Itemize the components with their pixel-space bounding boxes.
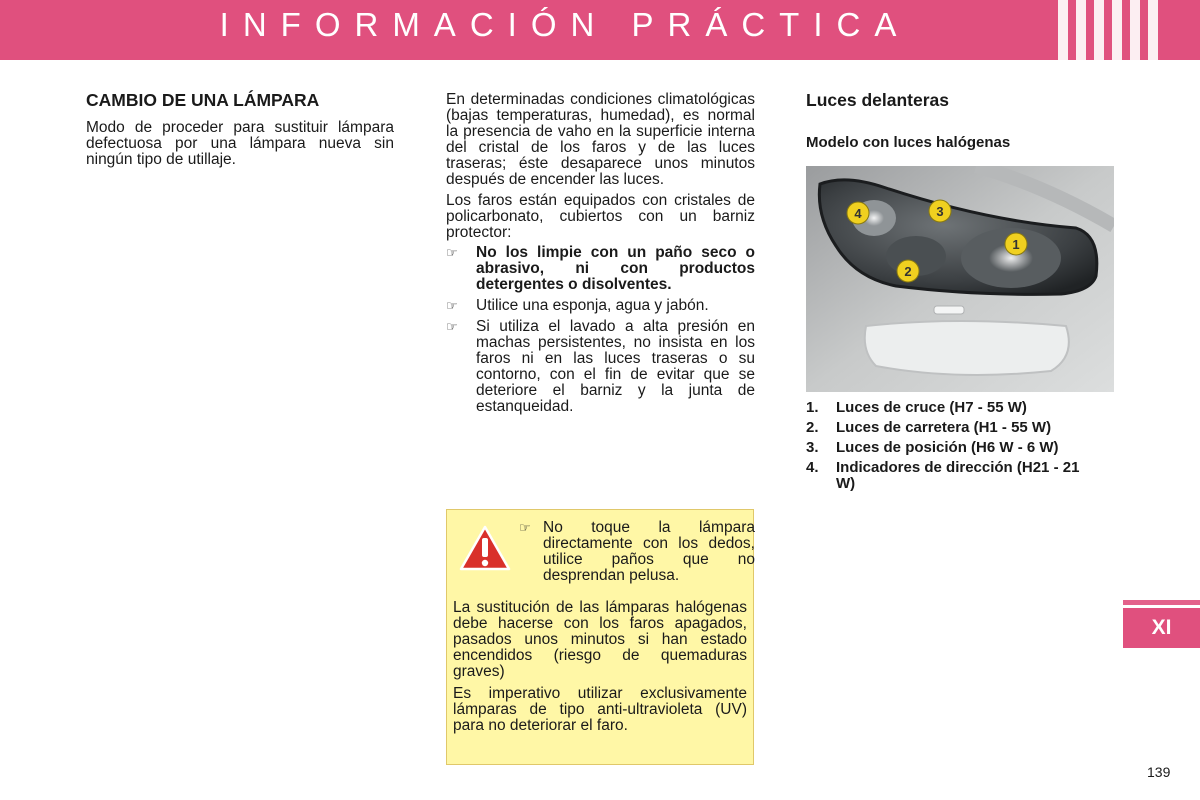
list-item: 3. Luces de posición (H6 W - 6 W) (806, 439, 1059, 456)
svg-text:2: 2 (904, 264, 912, 279)
condensation-paragraph: En determinadas condiciones climatológicas (bajas temperaturas, humedad), es normal la presencia de vaho en la superficie interna del cristal de los faros y de las luces traseras; éste desaparece unos minutos después de encender las luces. (446, 91, 755, 188)
polycarbonate-paragraph: Los faros están equipados con cristales de policarbonato, cubiertos con un barniz protector: (446, 192, 755, 241)
middle-column (446, 92, 755, 420)
section-heading: Luces delanteras (806, 90, 949, 110)
svg-text:4: 4 (854, 206, 862, 221)
care-list (446, 245, 755, 415)
list-item: 1. Luces de cruce (H7 - 55 W) (806, 399, 1027, 416)
warning-note: ☞ No toque la lámpara directamente con los dedos, utilice paños que no desprendan pelusa. (519, 519, 755, 584)
list-item: ☞ No los limpie con un paño seco o abrasivo, ni con productos detergentes o disolventes. (446, 244, 755, 293)
pointing-hand-icon: ☞ (446, 298, 458, 313)
list-item: 4. Indicadores de dirección (H21 - 21 W) (806, 459, 1080, 492)
page-number: 139 (1147, 764, 1171, 780)
callout-3 (929, 200, 951, 222)
lamp-list (806, 400, 1126, 496)
headlamp-photo (806, 166, 1114, 392)
callout-1 (1005, 233, 1027, 255)
right-column (806, 92, 1118, 151)
page-header (0, 0, 1200, 60)
pointing-hand-icon: ☞ (446, 319, 458, 334)
svg-text:3: 3 (936, 204, 944, 219)
sub-heading: Modelo con luces halógenas (806, 134, 1011, 151)
callout-4 (847, 202, 869, 224)
pointing-hand-icon: ☞ (446, 245, 458, 260)
page-title: INFORMACIÓN PRÁCTICA (219, 6, 911, 43)
chapter-tab: XI (1123, 608, 1200, 648)
warning-triangle-icon (459, 524, 511, 572)
svg-text:1: 1 (1012, 237, 1020, 252)
section-heading: CAMBIO DE UNA LÁMPARA (86, 90, 320, 110)
callout-2 (897, 260, 919, 282)
intro-text: Modo de proceder para sustituir lámpara defectuosa por una lámpara nueva sin ningún tipo de utillaje. (86, 119, 394, 168)
warning-paragraph: Es imperativo utilizar exclusivamente lámparas de tipo anti-ultravioleta (UV) para no deteriorar el faro. (453, 685, 747, 734)
warning-box (446, 509, 754, 765)
pointing-hand-icon: ☞ (519, 520, 531, 535)
list-item: ☞ Si utiliza el lavado a alta presión en machas persistentes, no insista en los faros ni en las luces traseras o su contorno, con el fin de evitar que se deteriore el barniz y la junta de estanqueidad. (446, 318, 755, 415)
list-item: ☞ Utilice una esponja, agua y jabón. (446, 297, 709, 314)
list-item: 2. Luces de carretera (H1 - 55 W) (806, 419, 1052, 436)
warning-paragraph: La sustitución de las lámparas halógenas debe hacerse con los faros apagados, pasados unos minutos si han estado encendidos (riesgo de quemaduras graves) (453, 599, 747, 680)
header-stripes (1052, 0, 1200, 60)
left-column (86, 92, 394, 168)
